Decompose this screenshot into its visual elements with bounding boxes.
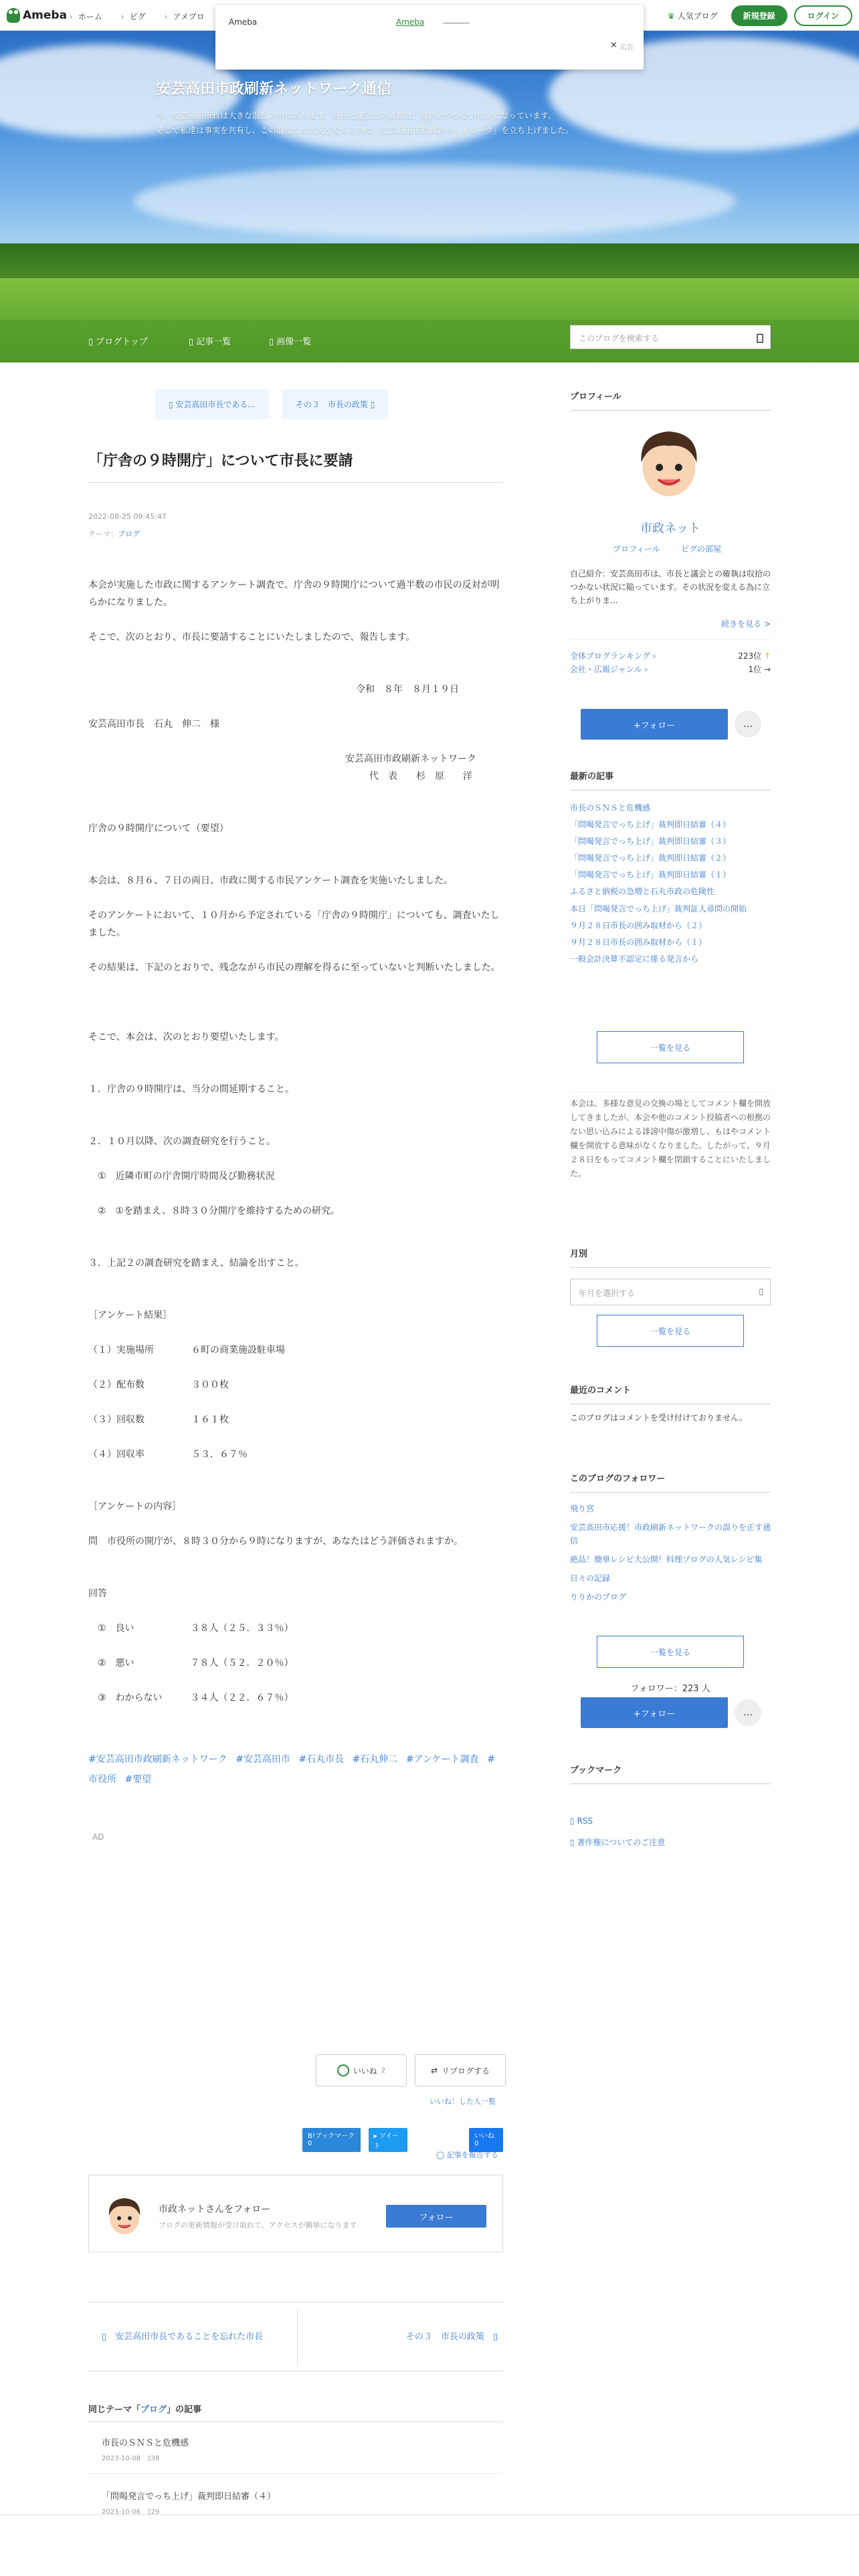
author-avatar[interactable] <box>105 2194 144 2236</box>
chevron-down-icon: ▯ <box>759 1287 763 1296</box>
report-label: 記事を報告する <box>446 2151 498 2159</box>
nav-blog-top[interactable]: ▯ ブログトップ <box>88 337 148 347</box>
article-theme <box>88 526 167 543</box>
follower-link[interactable]: 絶品！簡単レシピ大公開！料理ブログの人気レシピ集 <box>570 1555 763 1564</box>
rss-link[interactable] <box>570 1816 593 1826</box>
cloud-image <box>134 165 736 238</box>
like-button[interactable] <box>316 2054 407 2086</box>
read-more-link[interactable]: 続きを見る > <box>721 619 771 629</box>
register-button[interactable]: 新規登録 <box>731 5 787 26</box>
popular-blog-label: 人気ブログ <box>677 11 718 21</box>
genre-ranking-label: 会社・広報ジャンル <box>570 665 642 674</box>
same-theme-suffix: 」の記事 <box>167 2405 202 2415</box>
same-theme-item-title: 市長のＳＮＳと危機感 <box>102 2438 189 2448</box>
ameba-logo[interactable] <box>7 7 67 23</box>
same-theme-item-date: 2023-10-06 <box>102 2508 141 2516</box>
hashtag-link[interactable]: #要望 <box>124 1774 152 1785</box>
follow-card <box>88 2175 503 2252</box>
copyright-label: 著作権についてのご注意 <box>577 1838 666 1847</box>
popup-ad-label: 広告 <box>620 44 634 51</box>
month-select-placeholder: 年月を選択する <box>579 1289 636 1298</box>
article-title[interactable]: 「庁舎の９時開庁」について市長に要請 <box>88 449 503 483</box>
recent-articles-heading: 最新の記事 <box>570 769 771 790</box>
next-post-label: その３ 市長の政策 <box>295 400 368 409</box>
prev-post-label: 安芸高田市長である... <box>175 400 256 409</box>
prev-post-bottom-label: 安芸高田市長であることを忘れた市長 <box>115 2332 264 2342</box>
prev-post-bottom-link[interactable]: ▯ 安芸高田市長であることを忘れた市長 <box>102 2332 264 2342</box>
blog-header <box>0 31 859 362</box>
popup-link[interactable]: Ameba <box>396 17 425 27</box>
profile-heading: プロフィール <box>570 389 771 411</box>
crown-icon: ♛ <box>667 11 675 21</box>
article-paragraph: ② 悪い ７８人（５２．２０％） <box>88 1658 294 1669</box>
article-paragraph: （１）実施場所 ６町の商業施設駐車場 <box>88 1345 285 1356</box>
recent-article-link[interactable]: 「問喝発言でっち上げ」裁判即日結審（１） <box>570 870 731 879</box>
divider <box>88 2473 503 2474</box>
theme-link[interactable]: ブログ <box>118 530 140 538</box>
article-paragraph: 代 表 杉 原 洋 <box>369 771 472 782</box>
follower-link[interactable]: 安芸高田市応援！市政刷新ネットワークの誤りを正す通信 <box>570 1523 771 1545</box>
article-meta <box>88 508 167 543</box>
followers-list <box>570 1502 771 1604</box>
nav-article-list-label: 記事一覧 <box>196 337 231 347</box>
article-paragraph: （４）回収率 ５３．６７％ <box>88 1449 248 1460</box>
blog-search-input[interactable] <box>570 325 771 349</box>
tweet-button[interactable] <box>369 2128 407 2152</box>
same-theme-item-meta: 2023-10-06 ▯29 <box>102 2508 160 2516</box>
profile-follow-button[interactable]: +フォロー <box>581 709 728 740</box>
rank-same-icon: → <box>763 665 771 674</box>
genre-ranking-link[interactable]: 会社・広報ジャンル › <box>570 665 648 674</box>
next-post-link[interactable]: その３ 市長の政策 ▯ <box>282 389 388 419</box>
recent-articles-list <box>570 800 771 968</box>
overall-ranking-value <box>738 650 771 661</box>
article-paragraph: ［アンケートの内容］ <box>88 1501 182 1512</box>
search-placeholder: このブログを検索する <box>579 334 660 343</box>
month-select[interactable] <box>570 1279 771 1305</box>
tweet-label: ツイート <box>373 2133 399 2150</box>
article-paragraph: そこで、本会は、次のとおり要望いたします。 <box>88 1032 284 1043</box>
top-pager <box>155 389 388 419</box>
popular-blog-link[interactable] <box>668 10 718 21</box>
same-theme-link[interactable]: ブログ <box>140 2405 167 2415</box>
article-paragraph: 庁舎の９時開庁について（要望） <box>88 823 229 834</box>
bookmark-label: B!ブックマーク <box>308 2133 355 2140</box>
ad-popup <box>215 5 644 70</box>
divider <box>570 639 771 640</box>
article-paragraph: ２．１０月以降、次の調査研究を行うこと。 <box>88 1136 276 1147</box>
top-right-actions <box>668 5 852 26</box>
hashtag-link[interactable]: #石丸伸二 <box>352 1754 398 1765</box>
follow-card-title: 市政ネットさんをフォロー <box>159 2204 271 2215</box>
facebook-like-button[interactable]: いいね 0 <box>469 2128 503 2152</box>
footer-divider <box>0 2514 859 2515</box>
hashtag-link[interactable]: #市役所 <box>88 1754 495 1785</box>
article-paragraph: １．庁舎の９時開庁は、当分の間延期すること。 <box>88 1084 294 1095</box>
next-post-bottom-label: その３ 市長の政策 <box>405 2332 484 2342</box>
popup-left-text: Ameba <box>229 17 258 27</box>
hatena-bookmark-button[interactable] <box>302 2128 361 2152</box>
sidebar-follow-button[interactable]: +フォロー <box>581 1697 728 1728</box>
article-paragraph: そのアンケートにおいて、１０月から予定されている「庁舎の９時開庁」についても、調査いたしました。 <box>88 910 500 938</box>
same-theme-item-meta: 2023-10-08 ▯38 <box>102 2455 160 2462</box>
follow-card-button[interactable]: フォロー <box>386 2205 486 2228</box>
next-post-bottom-link[interactable]: その３ 市長の政策 ▯ <box>405 2332 498 2342</box>
monthly-heading: 月別 <box>570 1247 771 1268</box>
sidebar-more-button[interactable]: … <box>735 1699 761 1726</box>
copyright-icon: ▯ <box>570 1838 575 1847</box>
article-paragraph: ② ①を踏まえ、８時３０分開庁を維持するための研究。 <box>88 1206 340 1216</box>
article-paragraph: ① 良い ３８人（２５．３３％） <box>88 1623 294 1634</box>
recent-article-link[interactable]: 「問喝発言でっち上げ」裁判即日結審（４） <box>570 820 731 829</box>
tree-line <box>0 243 859 284</box>
profile-link[interactable]: プロフィール <box>613 544 660 554</box>
overall-ranking-label: 全体ブログランキング <box>570 651 650 661</box>
reblog-button[interactable] <box>415 2054 506 2086</box>
blog-description <box>156 108 664 138</box>
article-paragraph: 令和 ８年 ８月１９日 <box>356 684 459 695</box>
report-article-link[interactable] <box>436 2149 498 2160</box>
recent-article-link[interactable]: ９月２８日市長の囲み取材から（２） <box>570 921 707 930</box>
recent-article-link[interactable]: 市長のＳＮＳと危機感 <box>570 803 651 813</box>
blog-description-line: そこで私達は事実を共有し、この混乱した状況を変える為に「安芸高田市政刷新ネットワーク」を立ち上げました。 <box>156 126 574 135</box>
logo-text: Ameba <box>23 9 68 22</box>
theme-label: テーマ： <box>88 530 118 538</box>
copyright-link[interactable] <box>570 1836 665 1848</box>
same-theme-item-count: 38 <box>151 2455 160 2462</box>
follower-link[interactable]: 日々の記録 <box>570 1574 611 1583</box>
rank-up-icon: ↑ <box>763 651 771 661</box>
twitter-icon: ▸ <box>373 2133 377 2140</box>
recent-comments-text: このブログはコメントを受け付けておりません。 <box>570 1413 747 1422</box>
blog-title[interactable]: 安芸高田市政刷新ネットワーク通信 <box>156 81 392 98</box>
like-count: 2 <box>381 2066 386 2074</box>
recent-article-link[interactable]: 「問喝発言でっち上げ」裁判即日結審（２） <box>570 853 731 863</box>
recent-article-link[interactable]: 「問喝発言でっち上げ」裁判即日結審（３） <box>570 837 731 846</box>
recent-article-link[interactable]: ９月２８日市長の囲み取材から（１） <box>570 938 707 947</box>
hashtag-list <box>88 1749 503 1790</box>
hashtag-link[interactable]: #石丸市長 <box>298 1754 345 1765</box>
article-paragraph: 本会が実施した市政に関するアンケート調査で、庁舎の９時開庁について過半数の市民の反対が明らかになりました。 <box>88 580 500 608</box>
nav-image-list-label: 画像一覧 <box>276 337 312 347</box>
profile-name[interactable]: 市政ネット <box>640 522 700 536</box>
nav-article-list[interactable]: ▯ 記事一覧 <box>189 337 231 347</box>
article-paragraph: ① 近隣市町の庁舎開庁時間及び勤務状況 <box>88 1171 275 1182</box>
article-paragraph: 回答 <box>88 1588 107 1599</box>
divider <box>570 1091 771 1092</box>
follow-card-subtitle: ブログの更新情報が受け取れて、アクセスが簡単になります <box>159 2221 357 2230</box>
follower-link[interactable]: りりかのブログ <box>570 1592 627 1602</box>
article-paragraph: 本会は、８月６、７日の両日、市政に関する市民アンケート調査を実施いたしました。 <box>88 875 454 886</box>
nav-image-list[interactable]: ▯ 画像一覧 <box>269 337 312 347</box>
hashtag-link[interactable]: #安芸高田市政刷新ネットワーク <box>88 1754 227 1765</box>
ad-label: AD <box>92 1832 104 1842</box>
same-theme-item-title: 「問喝発言でっち上げ」裁判即日結審（４） <box>102 2492 276 2502</box>
followers-heading: このブログのフォロワー <box>570 1471 771 1493</box>
article-paragraph: その結果は、下記のとおりで、残念ながら市民の理解を得るに至っていないと判断いたしました。 <box>88 962 500 973</box>
article-paragraph: そこで、次のとおり、市長に要請することにいたしましたので、報告します。 <box>88 632 415 643</box>
nav-blog-top-label: ブログトップ <box>96 337 148 347</box>
monthly-see-all-button[interactable]: 一覧を見る <box>597 1315 744 1347</box>
pigg-room-link[interactable]: ピグの部屋 <box>681 544 722 554</box>
login-button[interactable]: ログイン <box>794 5 852 26</box>
reaction-buttons <box>316 2054 506 2086</box>
article-date: 2022-08-25 09:45:47 <box>88 512 167 521</box>
article-paragraph: ３．上記２の調査研究を踏まえ、結論を出すこと。 <box>88 1258 304 1269</box>
bookmark-heading: ブックマーク <box>570 1763 771 1784</box>
same-theme-prefix: 同じテーマ「 <box>88 2405 141 2415</box>
overall-ranking-link[interactable]: 全体ブログランキング › <box>570 651 656 661</box>
report-icon: ◯ <box>436 2151 445 2159</box>
bookmark-count: 0 <box>308 2140 312 2147</box>
recent-article-link[interactable]: ふるさと納税の急増と石丸市政の危険性 <box>570 887 715 896</box>
like-list-link[interactable]: いいね！した人一覧 <box>430 2097 496 2106</box>
reblog-icon: ⇄ <box>430 2066 438 2075</box>
post-navigation <box>88 2302 503 2371</box>
rss-label: RSS <box>577 1816 593 1826</box>
post-nav-divider <box>297 2309 298 2365</box>
prev-post-link[interactable]: ▯ 安芸高田市長である... <box>155 389 269 419</box>
article-paragraph: 安芸高田市政刷新ネットワーク <box>345 754 476 764</box>
rss-icon: ▯ <box>570 1816 575 1826</box>
same-theme-item[interactable] <box>102 2436 189 2462</box>
hashtag-link[interactable]: #安芸高田市 <box>235 1754 290 1765</box>
follower-link[interactable]: 飛り宮 <box>570 1504 595 1513</box>
article-paragraph: 問 市役所の開庁が、８時３０分から９時になりますが、あなたはどう評価されますか。 <box>88 1536 463 1547</box>
same-theme-item[interactable] <box>102 2489 276 2516</box>
blog-description-line: 今、安芸高田市政は大きな混乱の中にあります。市長と議会との確執は、収拾のつかない状況になっています。 <box>156 111 557 120</box>
search-icon[interactable] <box>757 334 763 343</box>
profile-intro: 自己紹介：安芸高田市は、市長と議会との確執は収拾のつかない状況に陥っています。その状況を変える為に立ち上がりま... <box>570 569 771 605</box>
hashtag-link[interactable]: #アンケート調査 <box>405 1754 479 1765</box>
top-nav <box>70 11 205 22</box>
recent-see-all-button[interactable]: 一覧を見る <box>597 1031 744 1063</box>
article-paragraph: （３）回収数 １６１枚 <box>88 1414 229 1425</box>
like-label: いいね <box>353 2066 377 2076</box>
recent-article-link[interactable]: 一般会計決算不認定に係る発言から <box>570 954 699 964</box>
comment-closure-notice: 本会は、多様な意見の交換の場としてコメント欄を開放してきましたが、本会や他のコメント投稿者への根拠のない思い込みによる誹謗中傷が激増し、もはやコメント欄を開放する意味がなくなりました。したがって、９月２８日をもってコメント欄を閉鎖することにいたしました。 <box>570 1099 771 1178</box>
article-paragraph: ③ わからない ３４人（２２．６７％） <box>88 1693 294 1703</box>
recent-comments-heading: 最近のコメント <box>570 1383 771 1404</box>
popup-close-icon[interactable]: × <box>610 40 617 50</box>
recent-article-link[interactable]: 本日「問喝発言でっち上げ」裁判証人尋問の開始 <box>570 904 747 914</box>
article-paragraph: 安芸高田市長 石丸 伸二 様 <box>88 719 219 730</box>
share-buttons <box>302 2128 503 2152</box>
overall-ranking-number: 223位 <box>738 651 762 661</box>
top-nav-pigg[interactable]: › ピグ <box>121 11 146 22</box>
more-options-button[interactable]: … <box>735 711 761 738</box>
profile-avatar[interactable] <box>634 424 704 499</box>
same-theme-item-date: 2023-10-08 <box>102 2455 141 2462</box>
article-paragraph: （２）配布数 ３００枚 <box>88 1380 229 1390</box>
same-theme-item-count: 29 <box>151 2508 160 2516</box>
top-nav-amepro[interactable]: › アメプロ <box>165 11 205 22</box>
genre-ranking-value <box>748 663 771 675</box>
genre-ranking-number: 1位 <box>748 665 762 674</box>
article-paragraph: ［アンケート結果］ <box>88 1310 173 1321</box>
frog-logo-icon <box>7 8 20 23</box>
followers-see-all-button[interactable]: 一覧を見る <box>597 1636 744 1668</box>
top-nav-home[interactable]: › ホーム <box>70 11 102 22</box>
reblog-label: リブログする <box>442 2066 490 2076</box>
like-icon <box>337 2064 349 2076</box>
same-theme-heading <box>88 2402 503 2422</box>
follower-count: フォロワー：223 人 <box>630 1684 710 1694</box>
